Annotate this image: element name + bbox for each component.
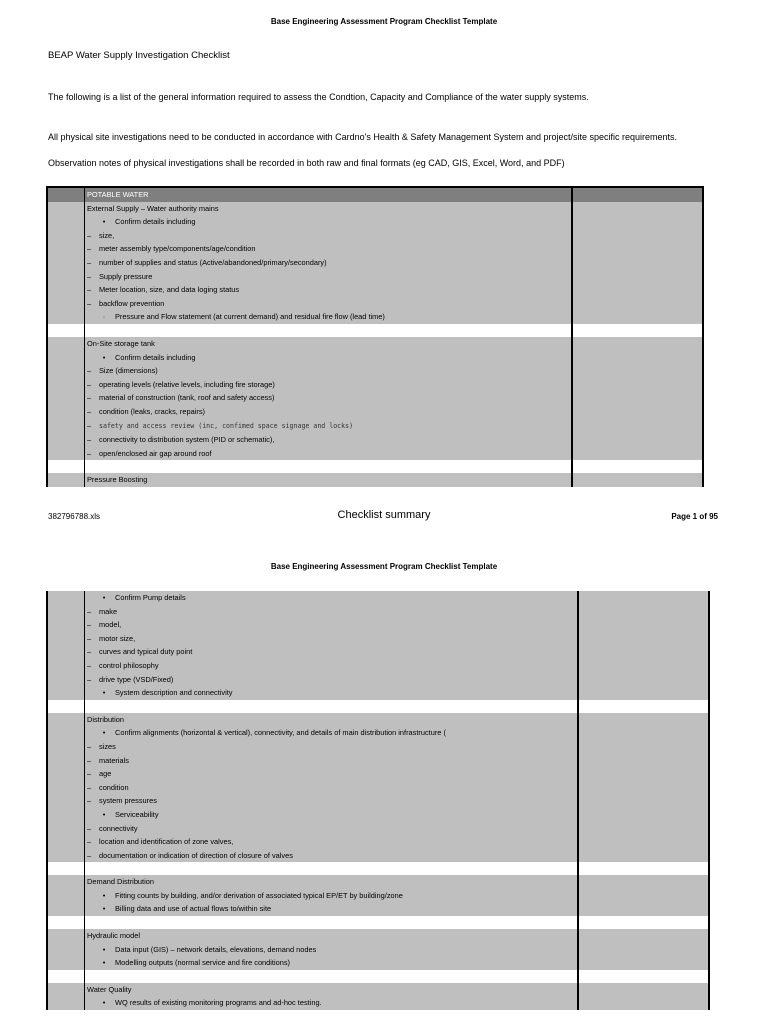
checklist-row [47, 659, 709, 673]
sub-item: control philosophy [99, 660, 159, 670]
item-cell [85, 835, 579, 849]
notes-cell [572, 378, 703, 392]
item-cell [85, 943, 579, 957]
dash-icon: – [87, 606, 92, 616]
notes-cell [578, 659, 709, 673]
item-cell [85, 808, 579, 822]
checklist-row [47, 605, 709, 619]
item-cell [85, 202, 573, 216]
dash-icon: – [87, 796, 92, 806]
checklist-row [47, 983, 709, 997]
dash-icon: – [87, 741, 92, 751]
bullet-item: Serviceability [115, 809, 159, 819]
notes-cell [578, 754, 709, 768]
sub-item: location and identification of zone valves, [99, 837, 234, 847]
notes-cell [578, 591, 709, 605]
notes-cell [578, 849, 709, 863]
safety-paragraph: All physical site investigations need to be conducted in accordance with Cardno's Health & Safety Management System and project/site specific requirements. [48, 132, 678, 142]
item-cell [85, 956, 579, 970]
checklist-row [47, 673, 709, 687]
bullet-item: Confirm Pump details [115, 593, 186, 602]
dash-icon: – [87, 406, 92, 416]
checklist-row [47, 337, 703, 351]
item-cell [85, 242, 573, 256]
dash-icon: – [87, 393, 92, 403]
item-cell [85, 433, 573, 447]
notes-cell [572, 297, 703, 311]
item-cell [85, 781, 579, 795]
bullet-item: Confirm alignments (horizontal & vertical), connectivity, and details of main distribution infrastructure ( [115, 728, 446, 738]
notes-cell [578, 875, 709, 889]
item-cell [85, 310, 573, 324]
item-cell [85, 618, 579, 632]
dash-icon: – [87, 230, 92, 240]
checklist-row [47, 310, 703, 324]
footer-sheet-name: Checklist summary [337, 509, 431, 521]
notes-cell [578, 794, 709, 808]
notes-cell [578, 781, 709, 795]
bullet-icon: • [102, 593, 106, 602]
checklist-row [47, 229, 703, 243]
bullet-item: Confirm details including [115, 352, 196, 362]
item-cell [85, 229, 573, 243]
sub-item: drive type (VSD/Fixed) [99, 674, 174, 684]
bullet-item: Modelling outputs (normal service and fire conditions) [115, 958, 290, 968]
notes-cell [578, 713, 709, 727]
notes-cell [578, 996, 709, 1010]
dash-icon: – [87, 285, 92, 295]
sub-item: backflow prevention [99, 298, 165, 308]
sub-item: sizes [99, 741, 116, 751]
sub-item: materials [99, 755, 129, 765]
dash-icon: – [87, 782, 92, 792]
item-cell [85, 460, 573, 473]
sub-item: open/enclosed air gap around roof [99, 448, 212, 458]
item-cell [85, 297, 573, 311]
sub-item: model, [99, 620, 122, 630]
sub-item: Supply pressure [99, 271, 153, 281]
checklist-row [47, 242, 703, 256]
page-header: Base Engineering Assessment Program Checklist Template [270, 562, 498, 571]
sub-item: material of construction (tank, roof and safety access) [99, 393, 275, 403]
checklist-row [47, 822, 709, 836]
notes-cell [578, 673, 709, 687]
bullet-icon: · [102, 312, 106, 322]
spacer-row [47, 916, 709, 929]
item-cell [85, 673, 579, 687]
item-cell [85, 283, 573, 297]
checklist-row [47, 202, 703, 216]
item-cell [85, 645, 579, 659]
checklist-table [46, 591, 710, 1010]
item-cell [85, 983, 579, 997]
notes-cell [572, 202, 703, 216]
dash-icon: – [87, 244, 92, 254]
spacer-row [47, 970, 709, 983]
checklist-row [47, 473, 703, 487]
sub-item: make [99, 606, 118, 616]
dash-icon: – [87, 660, 92, 670]
bullet-icon: • [102, 728, 106, 738]
notes-cell [578, 929, 709, 943]
dash-icon: – [87, 420, 92, 430]
notes-cell [578, 902, 709, 916]
checklist-row [47, 391, 703, 405]
sub-item: connectivity to distribution system (PID or schematic), [99, 435, 275, 445]
item-cell [85, 849, 579, 863]
checklist-row [47, 835, 709, 849]
checklist-row [47, 849, 709, 863]
section-title: On-Site storage tank [87, 338, 155, 348]
item-cell [85, 364, 573, 378]
item-cell [85, 996, 579, 1010]
intro-paragraph: The following is a list of the general information required to assess the Condtion, Capacity and Compliance of the water supply systems. [48, 92, 589, 102]
item-cell [85, 916, 579, 929]
item-cell [85, 754, 579, 768]
checklist-row [47, 645, 709, 659]
checklist-row [47, 996, 709, 1010]
footer-page-number: Page 1 of 95 [671, 512, 718, 521]
item-cell [85, 632, 579, 646]
checklist-row [47, 215, 703, 229]
item-cell [85, 767, 579, 781]
checklist-row [47, 943, 709, 957]
notes-cell [578, 916, 709, 929]
checklist-row [47, 297, 703, 311]
section-title: Hydraulic model [87, 931, 140, 941]
notes-cell [578, 618, 709, 632]
notes-cell [572, 473, 703, 487]
section-title: External Supply – Water authority mains [87, 203, 219, 213]
dash-icon: – [87, 620, 92, 630]
notes-cell [578, 686, 709, 700]
notes-cell [572, 256, 703, 270]
checklist-row [47, 956, 709, 970]
bullet-item: Fitting counts by building, and/or derivation of associated typical EP/ET by building/zone [115, 890, 403, 900]
section-title: Distribution [87, 714, 124, 724]
item-cell [85, 405, 573, 419]
notes-cell [572, 391, 703, 405]
item-cell [85, 875, 579, 889]
item-cell [85, 686, 579, 700]
bullet-icon: • [102, 890, 106, 900]
section-title: Demand Distribution [87, 877, 154, 887]
sub-item: operating levels (relative levels, including fire storage) [99, 379, 275, 389]
bullet-icon: • [102, 217, 106, 227]
item-cell [85, 270, 573, 284]
checklist-row [47, 902, 709, 916]
notes-cell [578, 835, 709, 849]
checklist-table [46, 186, 704, 487]
notes-cell [572, 351, 703, 365]
notes-cell [572, 229, 703, 243]
notes-cell [578, 889, 709, 903]
checklist-row [47, 283, 703, 297]
dash-icon: – [87, 435, 92, 445]
notes-cell [572, 447, 703, 461]
observation-paragraph: Observation notes of physical investigations shall be recorded in both raw and final formats (eg CAD, GIS, Excel, Word, and PDF) [48, 158, 565, 168]
notes-cell [578, 632, 709, 646]
bullet-item: System description and connectivity [115, 688, 233, 698]
sub-item: condition [99, 782, 129, 792]
checklist-row [47, 686, 709, 700]
dash-icon: – [87, 837, 92, 847]
dash-icon: – [87, 647, 92, 657]
checklist-row [47, 270, 703, 284]
sub-item: size, [99, 230, 115, 240]
sub-item: number of supplies and status (Active/abandoned/primary/secondary) [99, 257, 327, 267]
item-cell [85, 378, 573, 392]
checklist-row [47, 889, 709, 903]
item-cell [85, 324, 573, 337]
bullet-icon: • [102, 809, 106, 819]
item-cell [85, 659, 579, 673]
notes-cell [578, 700, 709, 713]
notes-cell [572, 337, 703, 351]
sub-item: Size (dimensions) [99, 366, 158, 376]
notes-cell [578, 605, 709, 619]
notes-cell [578, 808, 709, 822]
notes-cell [572, 364, 703, 378]
item-cell [85, 929, 579, 943]
notes-cell [572, 324, 703, 337]
checklist-row [47, 618, 709, 632]
sub-item: motor size, [99, 633, 136, 643]
dash-icon: – [87, 633, 92, 643]
dash-icon: – [87, 823, 92, 833]
notes-cell [578, 956, 709, 970]
spacer-row [47, 862, 709, 875]
sub-item: system pressures [99, 796, 157, 806]
notes-cell [578, 983, 709, 997]
item-cell [85, 591, 579, 605]
section-title: Pressure Boosting [87, 475, 148, 485]
checklist-row [47, 632, 709, 646]
checklist-row [47, 405, 703, 419]
sub-item: meter assembly type/components/age/condition [99, 244, 256, 254]
item-cell [85, 889, 579, 903]
bullet-icon: • [102, 352, 106, 362]
bullet-item: Confirm details including [115, 217, 196, 227]
checklist-row [47, 794, 709, 808]
checklist-row [47, 591, 709, 605]
dash-icon: – [87, 271, 92, 281]
checklist-row [47, 713, 709, 727]
notes-cell [578, 767, 709, 781]
bullet-icon: • [102, 944, 106, 954]
checklist-row [47, 754, 709, 768]
section-title: Water Quality [87, 984, 132, 994]
notes-cell [572, 270, 703, 284]
item-cell [85, 351, 573, 365]
sub-item: condition (leaks, cracks, repairs) [99, 406, 205, 416]
dash-icon: – [87, 366, 92, 376]
item-cell [85, 740, 579, 754]
dash-icon: – [87, 448, 92, 458]
notes-cell [572, 310, 703, 324]
sub-item: curves and typical duty point [99, 647, 193, 657]
dash-icon: – [87, 769, 92, 779]
document-title: BEAP Water Supply Investigation Checklist [48, 50, 230, 61]
dash-icon: – [87, 850, 92, 860]
notes-cell [578, 726, 709, 740]
bullet-icon: • [102, 688, 106, 698]
sub-item: age [99, 769, 112, 779]
spacer-row [47, 460, 703, 473]
spacer-row [47, 700, 709, 713]
checklist-row [47, 929, 709, 943]
notes-cell [572, 419, 703, 434]
checklist-row [47, 433, 703, 447]
bullet-icon: • [102, 958, 106, 968]
notes-cell [578, 862, 709, 875]
item-cell [85, 822, 579, 836]
dash-icon: – [87, 674, 92, 684]
notes-cell [572, 433, 703, 447]
item-cell [85, 713, 579, 727]
notes-cell [572, 460, 703, 473]
item-cell [85, 605, 579, 619]
notes-cell [572, 215, 703, 229]
item-cell [85, 902, 579, 916]
notes-cell [578, 970, 709, 983]
item-cell [85, 256, 573, 270]
notes-cell [578, 822, 709, 836]
item-cell [85, 700, 579, 713]
bullet-item: Pressure and Flow statement (at current demand) and residual fire flow (lead time) [115, 312, 385, 322]
footer-filename: 382796788.xls [48, 512, 101, 521]
checklist-row [47, 447, 703, 461]
checklist-row [47, 808, 709, 822]
item-cell [85, 447, 573, 461]
dash-icon: – [87, 257, 92, 267]
sub-item: safety and access review (inc, confimed space signage and locks) [99, 421, 354, 430]
item-cell [85, 391, 573, 405]
checklist-row [47, 256, 703, 270]
item-cell [85, 473, 573, 487]
dash-icon: – [87, 298, 92, 308]
checklist-row [47, 875, 709, 889]
sub-item: connectivity [99, 823, 138, 833]
item-cell [85, 726, 579, 740]
checklist-row [47, 364, 703, 378]
sub-item: documentation or indication of direction of closure of valves [99, 850, 293, 860]
bullet-icon: • [102, 904, 106, 914]
section-header: POTABLE WATER [85, 187, 573, 202]
notes-cell [578, 645, 709, 659]
sub-item: Meter location, size, and data loging status [99, 285, 240, 295]
notes-cell [578, 943, 709, 957]
checklist-row [47, 351, 703, 365]
notes-cell [572, 405, 703, 419]
dash-icon: – [87, 379, 92, 389]
item-cell [85, 970, 579, 983]
item-cell [85, 862, 579, 875]
checklist-row [47, 419, 703, 434]
notes-cell [572, 242, 703, 256]
checklist-row [47, 767, 709, 781]
spacer-row [47, 324, 703, 337]
bullet-item: WQ results of existing monitoring programs and ad-hoc testing. [115, 998, 322, 1008]
page-header: Base Engineering Assessment Program Checklist Template [270, 17, 498, 26]
checklist-row [47, 378, 703, 392]
item-cell [85, 215, 573, 229]
bullet-item: Data input (GIS) – network details, elevations, demand nodes [115, 944, 317, 954]
bullet-icon: • [102, 998, 106, 1008]
item-cell [85, 794, 579, 808]
item-cell [85, 337, 573, 351]
checklist-row [47, 740, 709, 754]
notes-cell [572, 283, 703, 297]
checklist-row [47, 781, 709, 795]
checklist-row [47, 726, 709, 740]
dash-icon: – [87, 755, 92, 765]
table-header-row [47, 187, 703, 202]
bullet-item: Billing data and use of actual flows to/within site [115, 904, 272, 914]
notes-cell [578, 740, 709, 754]
item-cell [85, 419, 573, 434]
